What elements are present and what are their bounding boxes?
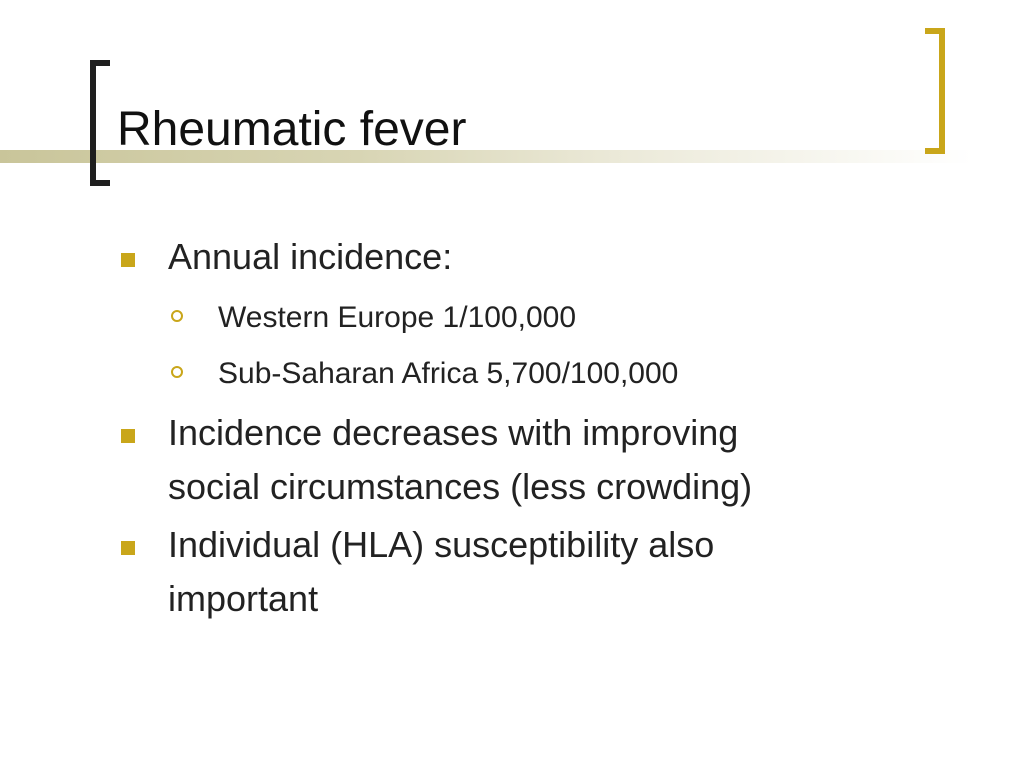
sub-bullet-western-europe bbox=[118, 290, 958, 346]
sub-bullet-text: Sub-Saharan Africa 5,700/100,000 bbox=[218, 357, 679, 390]
slide-title: Rheumatic fever bbox=[117, 103, 467, 156]
sub-bullet-text: Western Europe 1/100,000 bbox=[218, 301, 577, 334]
hollow-circle-bullet-icon bbox=[171, 366, 183, 378]
bullet-item-hla-susceptibility bbox=[118, 518, 958, 626]
bullet-text-line: important bbox=[168, 578, 319, 619]
square-bullet-icon bbox=[121, 541, 135, 555]
bullet-text-line: Incidence decreases with improving bbox=[168, 412, 739, 453]
right-bracket-decoration bbox=[925, 28, 945, 154]
square-bullet-icon bbox=[121, 253, 135, 267]
bullet-item-annual-incidence bbox=[118, 230, 958, 284]
left-bracket-decoration bbox=[90, 60, 110, 186]
sub-bullet-sub-saharan-africa bbox=[118, 346, 958, 402]
bullet-text: Annual incidence: bbox=[168, 236, 453, 277]
square-bullet-icon bbox=[121, 429, 135, 443]
bullet-text-line: Individual (HLA) susceptibility also bbox=[168, 524, 715, 565]
hollow-circle-bullet-icon bbox=[171, 310, 183, 322]
bullet-list bbox=[118, 230, 958, 626]
bullet-item-incidence-decreases bbox=[118, 406, 958, 514]
bullet-text-line: social circumstances (less crowding) bbox=[168, 466, 753, 507]
